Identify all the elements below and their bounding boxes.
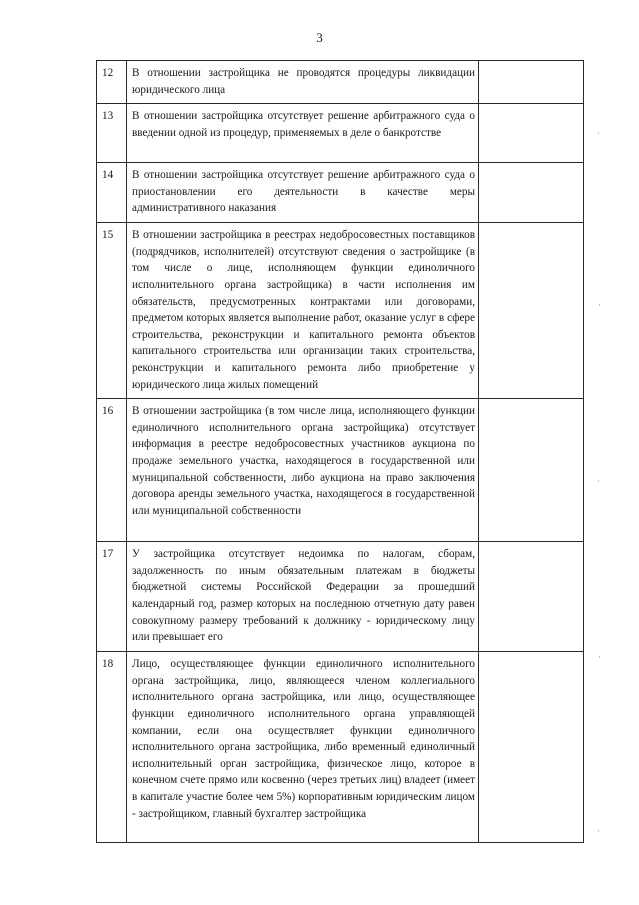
table-row xyxy=(97,104,584,163)
row-mark-cell xyxy=(479,163,584,223)
row-description: В отношении застройщика в реестрах недобросовестных поставщиков (подрядчиков, исполнителей) отсутствуют сведения о застройщике (в том числе о лице, исполняющем функции единоличного исполнительного органа застройщика) в части исполнения им обязательств, предусмотренных контрактами или договорами, предметом которых является выполнение работ, оказание услуг в сфере строительства, реконструкции и капитального ремонта объектов капитального строительства или организации таких строительства, реконструкции и капитального ремонта либо приобретение у юридического лица жилых помещений xyxy=(127,223,479,399)
scan-artifact: · xyxy=(597,476,600,486)
row-number: 13 xyxy=(97,104,127,163)
row-mark-cell xyxy=(479,104,584,163)
row-mark-cell xyxy=(479,223,584,399)
row-number: 17 xyxy=(97,542,127,652)
table-row xyxy=(97,223,584,399)
page-number: 3 xyxy=(316,30,323,45)
row-description: Лицо, осуществляющее функции единоличного исполнительного органа застройщика, лицо, являющееся членом коллегиального исполнительного органа застройщика, или лицо, осуществляющее функции единоличного исполнительного органа управляющей компании, если она осуществляет функции единоличного исполнительного органа застройщика, либо временный единоличный исполнительный орган застройщика, физическое лицо, которое в конечном счете прямо или косвенно (через третьих лиц) владеет (имеет в капитале участие более чем 5%) корпоративным юридическим лицом - застройщиком, главный бухгалтер застройщика xyxy=(127,652,479,843)
scan-artifact: · xyxy=(597,128,600,138)
table-row xyxy=(97,652,584,843)
row-mark-cell xyxy=(479,61,584,104)
row-mark-cell xyxy=(479,542,584,652)
scan-artifact: · xyxy=(598,300,601,310)
table-row xyxy=(97,399,584,542)
row-description: В отношении застройщика (в том числе лица, исполняющего функции единоличного исполнительного органа застройщика) отсутствует информация в реестре недобросовестных участников аукциона по продаже земельного участка, находящегося в государственной или муниципальной собственности, либо аукциона на право заключения договора аренды земельного участка, находящегося в государственной или муниципальной собственности xyxy=(127,399,479,542)
row-description: В отношении застройщика не проводятся процедуры ликвидации юридического лица xyxy=(127,61,479,104)
criteria-table xyxy=(96,60,584,843)
row-number: 14 xyxy=(97,163,127,223)
row-number: 12 xyxy=(97,61,127,104)
row-mark-cell xyxy=(479,652,584,843)
table-row xyxy=(97,542,584,652)
row-mark-cell xyxy=(479,399,584,542)
table-row xyxy=(97,61,584,104)
row-description: В отношении застройщика отсутствует решение арбитражного суда о введении одной из процедур, применяемых в деле о банкротстве xyxy=(127,104,479,163)
row-number: 18 xyxy=(97,652,127,843)
scan-artifact: · xyxy=(597,826,600,836)
table-row xyxy=(97,163,584,223)
row-description: В отношении застройщика отсутствует решение арбитражного суда о приостановлении его деятельности в качестве меры административного наказания xyxy=(127,163,479,223)
scan-artifact: · xyxy=(598,652,601,662)
row-description: У застройщика отсутствует недоимка по налогам, сборам, задолженность по иным обязательным платежам в бюджеты бюджетной системы Российской Федерации за прошедший календарный год, размер которых на последнюю отчетную дату равен совокупному размеру требований к должнику - юридическому лицу или превышает его xyxy=(127,542,479,652)
row-number: 15 xyxy=(97,223,127,399)
row-number: 16 xyxy=(97,399,127,542)
